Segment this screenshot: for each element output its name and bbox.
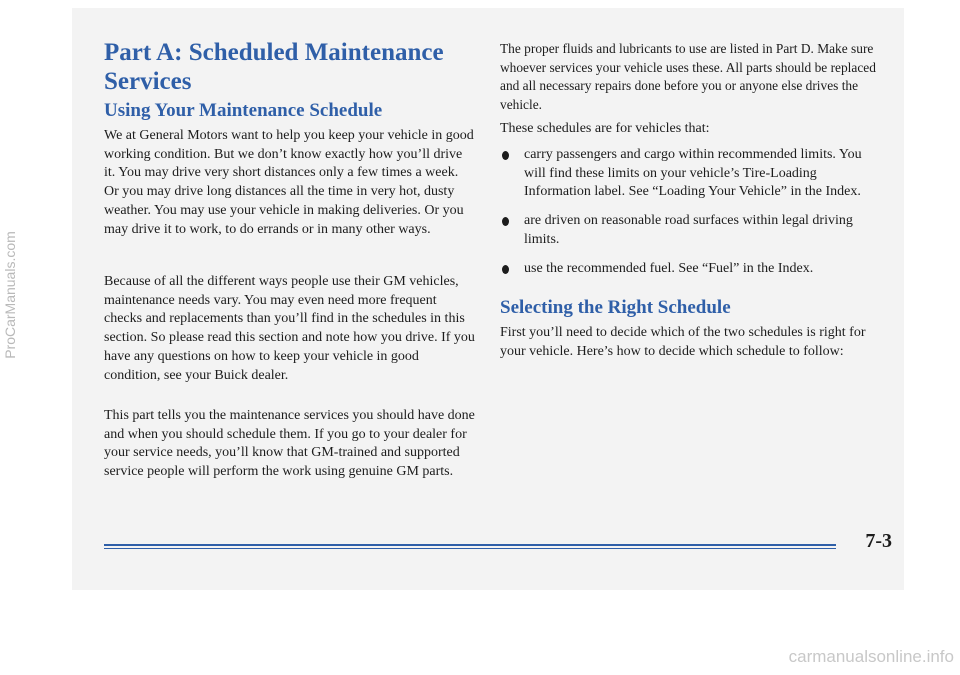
paragraph-maintenance-needs: Because of all the different ways people use their GM vehicles, maintenance needs vary. You may even need more frequent checks and replacements than you’ll find in the schedules in this section. So please read this section and note how you drive. If you have any questions on how to keep your vehicle in good condition, see your Buick dealer. <box>104 274 475 383</box>
section-heading-right-schedule: Selecting the Right Schedule <box>500 297 731 318</box>
footer-rule <box>104 544 836 552</box>
bullet-icon <box>502 217 509 226</box>
paragraph-fluids: The proper fluids and lubricants to use are listed in Part D. Make sure whoever services your vehicle uses these. All parts should be replaced and all necessary repairs done before you or anyone else drives the vehicle. <box>500 41 876 112</box>
list-item <box>500 146 880 202</box>
page-number: 7-3 <box>865 530 892 552</box>
paragraph-schedules-intro: These schedules are for vehicles that: <box>500 121 710 136</box>
bottom-watermark: carmanualsonline.info <box>788 647 954 666</box>
vehicle-conditions-list <box>500 146 880 288</box>
list-item <box>500 212 880 249</box>
paragraph-decide-schedule: First you’ll need to decide which of the two schedules is right for your vehicle. Here’s how to decide which schedule to follow: <box>500 325 866 359</box>
list-item-text: are driven on reasonable road surfaces within legal driving limits. <box>524 213 853 247</box>
part-title: Part A: Scheduled Maintenance Services <box>104 39 444 95</box>
paragraph-this-part: This part tells you the maintenance services you should have done and when you should schedule them. If you go to your dealer for your service needs, you’ll know that GM-trained and supported service people will perform the work using genuine GM parts. <box>104 408 475 480</box>
manual-page <box>72 8 904 590</box>
footer-rule-thick <box>104 544 836 546</box>
list-item-text: use the recommended fuel. See “Fuel” in the Index. <box>524 260 814 276</box>
side-watermark <box>2 210 18 380</box>
side-watermark-text: ProCarManuals.com <box>2 231 19 359</box>
list-item-text: carry passengers and cargo within recommended limits. You will find these limits on your vehicle’s Tire-Loading Information label. See “Loading Your Vehicle” in the Index. <box>524 147 862 200</box>
footer-rule-thin <box>104 548 836 549</box>
paragraph-intro: We at General Motors want to help you keep your vehicle in good working condition. But we don’t know exactly how you’ll drive it. You may drive very short distances only a few times a week. Or you may drive long distances all the time in very hot, dusty weather. You may use your vehicle in making deliveries. Or you may drive it to work, to do errands or in many other ways. <box>104 128 474 237</box>
section-heading-maintenance-schedule: Using Your Maintenance Schedule <box>104 100 383 121</box>
bullet-icon <box>502 151 509 160</box>
bullet-icon <box>502 265 509 274</box>
list-item <box>500 260 880 279</box>
